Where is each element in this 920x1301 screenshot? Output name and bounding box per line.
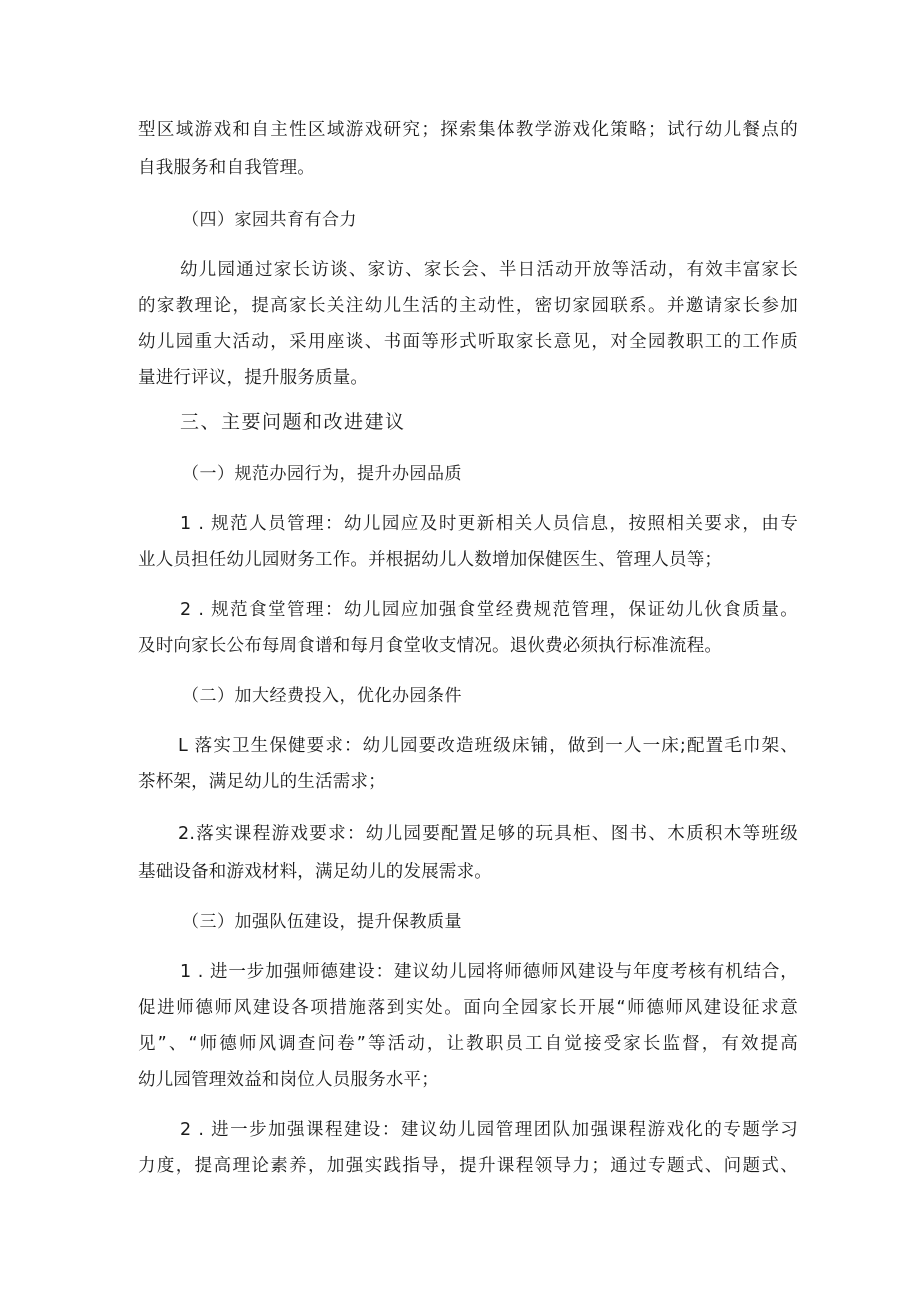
section-heading: 三、主要问题和改进建议	[180, 411, 406, 433]
paragraph-line: 业人员担任幼儿园财务工作。并根据幼儿人数增加保健医生、管理人员等；	[138, 550, 723, 570]
subsection-heading: （二）加大经费投入，优化办园条件	[182, 686, 462, 706]
paragraph-line: 2.落实课程游戏要求：幼儿园要配置足够的玩具柜、图书、木质积木等班级	[178, 824, 798, 844]
paragraph-line: 1 . 进一步加强师德建设：建议幼儿园将师德师风建设与年度考核有机结合，	[180, 962, 798, 982]
subsection-heading: （四）家园共育有合力	[182, 210, 357, 230]
paragraph-line: 2 . 进一步加强课程建设：建议幼儿园管理团队加强课程游戏化的专题学习	[180, 1120, 798, 1140]
paragraph-line: 幼儿园通过家长访谈、家访、家长会、半日活动开放等活动，有效丰富家长	[180, 260, 798, 280]
paragraph-line: 幼儿园重大活动，采用座谈、书面等形式听取家长意见，对全园教职工的工作质	[138, 332, 798, 352]
paragraph-line: 及时向家长公布每周食谱和每月食堂收支情况。退伙费必须执行标准流程。	[138, 636, 723, 656]
paragraph-line: 见”、“师德师风调查问卷”等活动，让教职员工自觉接受家长监督，有效提高	[138, 1034, 798, 1054]
paragraph-line: 2 . 规范食堂管理：幼儿园应加强食堂经费规范管理，保证幼儿伙食质量。	[180, 600, 798, 620]
subsection-heading: （一）规范办园行为，提升办园品质	[182, 464, 462, 484]
paragraph-line: 茶杯架，满足幼儿的生活需求；	[138, 772, 386, 792]
paragraph-line: 幼儿园管理效益和岗位人员服务水平；	[138, 1070, 439, 1090]
paragraph-line: 促进师德师风建设各项措施落到实处。面向全园家长开展“师德师风建设征求意	[138, 998, 798, 1018]
paragraph-line: 自我服务和自我管理。	[138, 158, 315, 178]
paragraph-line: 型区域游戏和自主性区域游戏研究；探索集体教学游戏化策略；试行幼儿餐点的	[138, 120, 798, 140]
paragraph-line: 1 . 规范人员管理：幼儿园应及时更新相关人员信息，按照相关要求，由专	[180, 514, 798, 534]
paragraph-line: L 落实卫生保健要求：幼儿园要改造班级床铺，做到一人一床;配置毛巾架、	[178, 736, 798, 756]
paragraph-line: 基础设备和游戏材料，满足幼儿的发展需求。	[138, 862, 492, 882]
paragraph-line: 力度，提高理论素养，加强实践指导，提升课程领导力；通过专题式、问题式、	[138, 1156, 798, 1176]
subsection-heading: （三）加强队伍建设，提升保教质量	[182, 912, 462, 932]
paragraph-line: 的家教理论，提高家长关注幼儿生活的主动性，密切家园联系。并邀请家长参加	[138, 296, 798, 316]
paragraph-line: 量进行评议，提升服务质量。	[138, 368, 369, 388]
